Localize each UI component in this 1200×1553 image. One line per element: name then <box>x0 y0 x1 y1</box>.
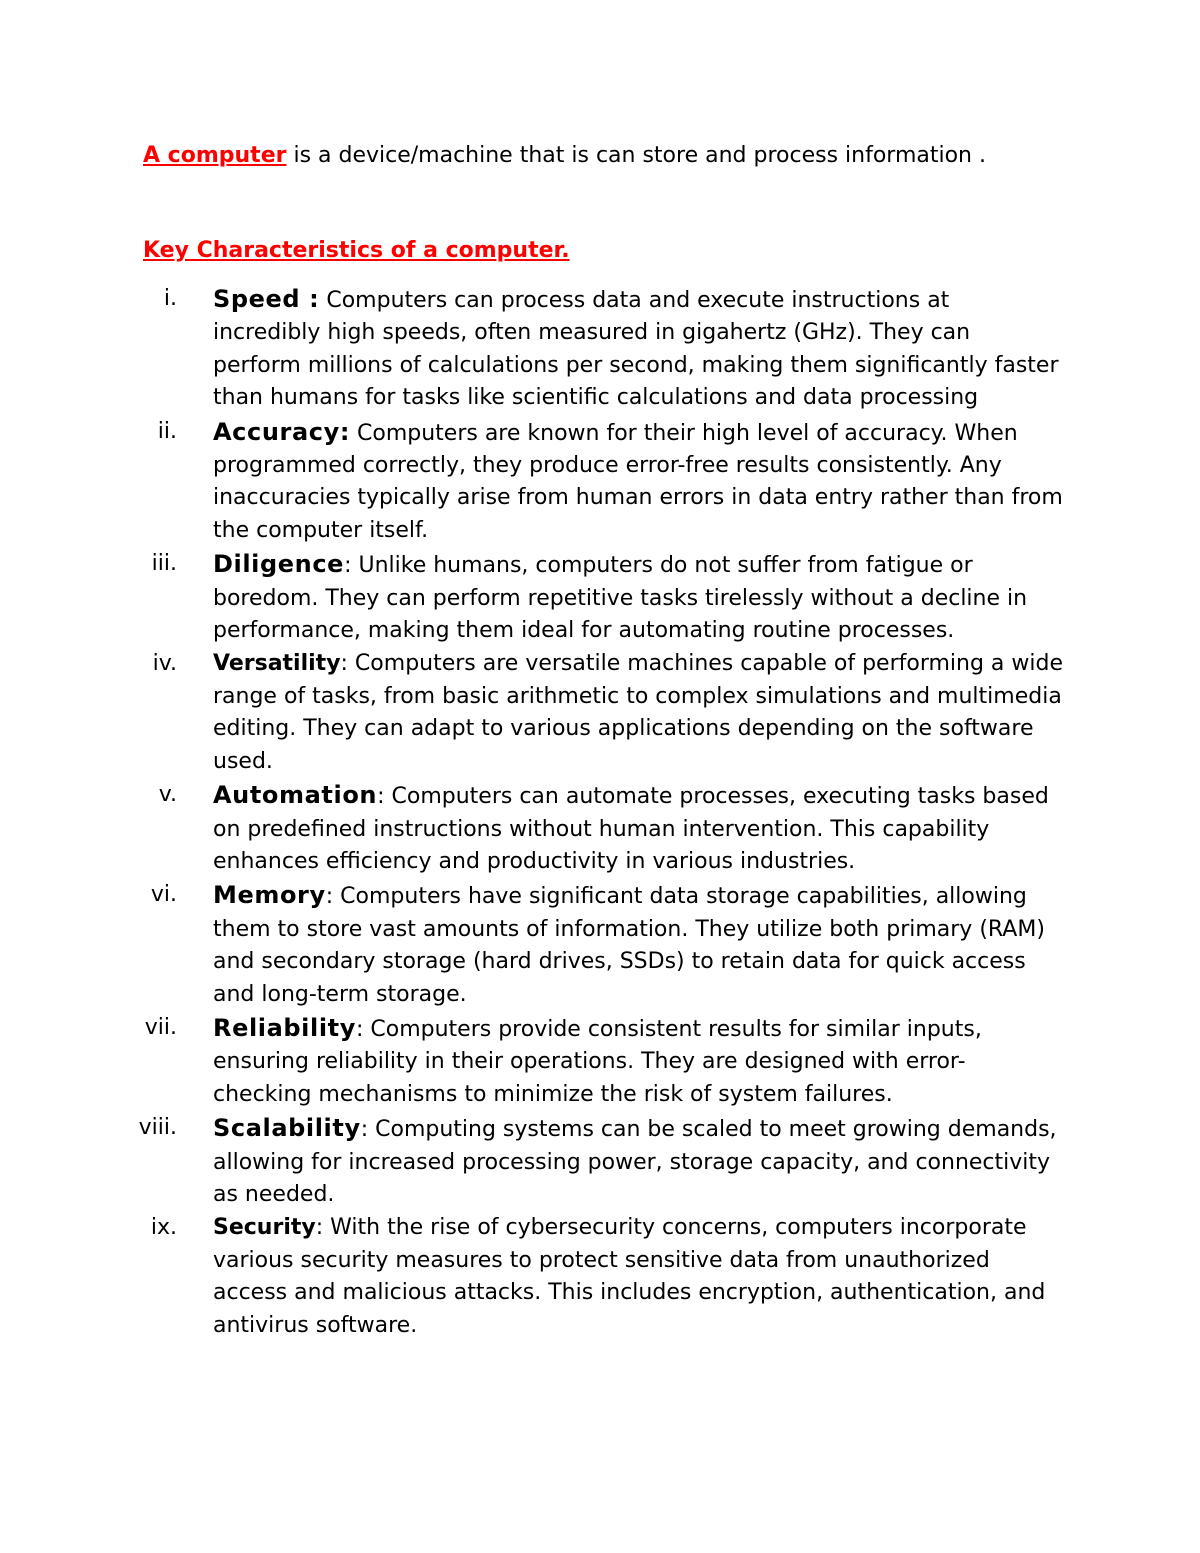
list-item <box>0 283 1063 415</box>
item-description: : Computers have significant data storage capabilities, allowing them to store vast amounts of information. They utilize both primary (RAM) and secondary storage (hard drives, SSDs) to retain data for quick access and long-term storage. <box>213 884 1045 1007</box>
list-numeral: iv. <box>152 651 177 677</box>
list-numeral: v. <box>158 782 177 808</box>
item-term: Scalability <box>213 1114 361 1143</box>
item-term: Speed : <box>213 285 320 313</box>
list-numeral: vi. <box>150 882 177 908</box>
list-numeral: vii. <box>144 1014 177 1040</box>
intro-paragraph <box>143 140 1143 172</box>
list-numeral: iii. <box>151 551 177 577</box>
item-term: Memory <box>213 881 326 910</box>
list-item <box>0 879 1063 1011</box>
item-description: : With the rise of cybersecurity concerns, computers incorporate various security measures to protect sensitive data from unauthorized access and malicious attacks. This includes encryption, authentication, and antivirus software. <box>213 1215 1046 1338</box>
intro-text: is a device/machine that is can store and process information . <box>286 143 986 168</box>
item-term: Security <box>213 1215 316 1241</box>
characteristics-list <box>0 283 1200 1343</box>
list-item <box>0 648 1063 778</box>
intro-term: A computer <box>143 143 287 168</box>
item-term: Diligence <box>213 550 345 579</box>
item-description: Computers can process data and execute instructions at incredibly high speeds, often measured in gigahertz (GHz). They can perform millions of calculations per second, making them significantly faster than humans for tasks like scientific calculations and data processing <box>213 288 1059 411</box>
list-item <box>0 1012 1063 1111</box>
list-item <box>0 1112 1063 1211</box>
item-description: : Computing systems can be scaled to meet growing demands, allowing for increased processing power, storage capacity, and connectivity as needed. <box>213 1117 1057 1207</box>
item-description: : Computers provide consistent results for similar inputs, ensuring reliability in their operations. They are designed with error-checking mechanisms to minimize the risk of system failures. <box>213 1016 982 1107</box>
list-item <box>0 548 1063 647</box>
item-description: : Computers are versatile machines capable of performing a wide range of tasks, from basic arithmetic to complex simulations and multimedia editing. They can adapt to various applications depending on the software used. <box>213 651 1064 774</box>
list-item <box>0 779 1063 878</box>
list-numeral: i. <box>163 286 177 311</box>
list-numeral: ii. <box>157 418 177 444</box>
list-numeral: ix. <box>150 1215 177 1241</box>
item-term: Accuracy: <box>213 417 351 446</box>
section-heading: Key Characteristics of a computer. <box>143 238 570 263</box>
item-term: Reliability <box>213 1013 356 1042</box>
item-description: : Computers can automate processes, executing tasks based on predefined instructions without human intervention. This capability enhances efficiency and productivity in various industries. <box>213 784 1049 874</box>
list-numeral: viii. <box>138 1115 177 1141</box>
item-term: Automation <box>213 781 378 810</box>
item-term: Versatility <box>213 651 341 677</box>
list-item <box>0 416 1063 548</box>
item-description: : Unlike humans, computers do not suffer from fatigue or boredom. They can perform repetitive tasks tirelessly without a decline in performance, making them ideal for automating routine processes. <box>213 553 1028 644</box>
item-description: Computers are known for their high level of accuracy. When programmed correctly, they produce error-free results consistently. Any inaccuracies typically arise from human errors in data entry rather than from the computer itself. <box>213 420 1063 543</box>
list-item <box>0 1212 1063 1342</box>
